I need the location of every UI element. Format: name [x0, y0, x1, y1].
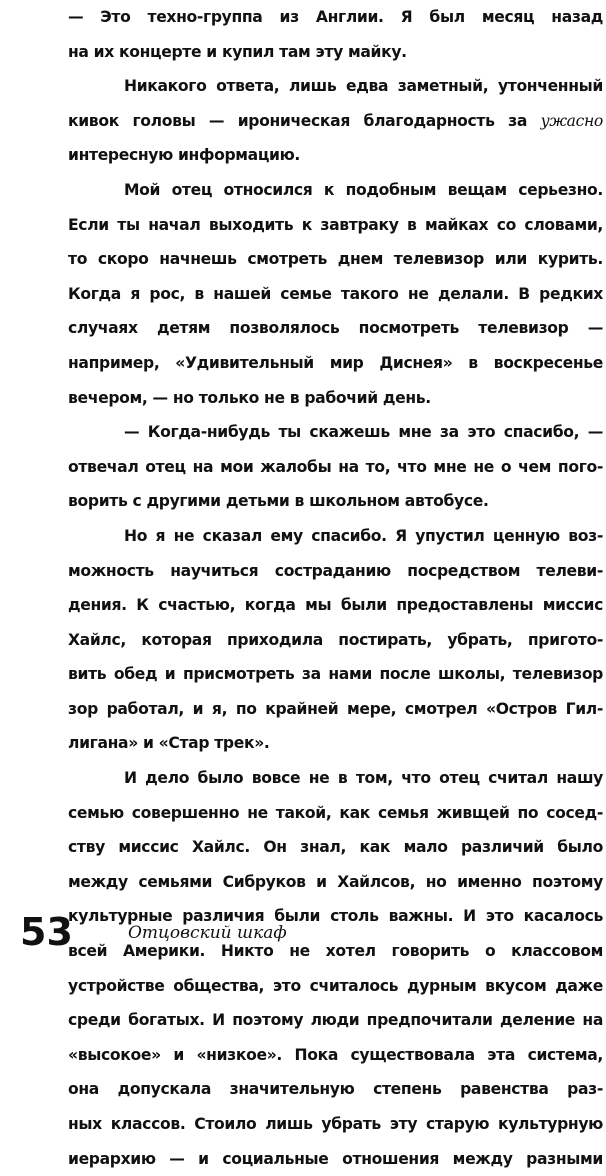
- text-line: иерархию — и социальные отношения между разными: [68, 1149, 603, 1168]
- text-line: всей Америки. Никто не хотел говорить о классовом: [68, 942, 603, 961]
- text-line: «высокое» и «низкое». Пока существовала эта система,: [68, 1045, 603, 1064]
- text-line: отвечал отец на мои жалобы на то, что мне не о чем пого-: [68, 457, 603, 476]
- text-line: вечером, — но только не в рабочий день.: [68, 388, 431, 407]
- text-segment: кивок головы — ироническая благодарность за: [68, 111, 528, 130]
- text-line: Хайлс, которая приходила постирать, убрать, пригото-: [68, 630, 603, 649]
- text-line: Но я не сказал ему спасибо. Я упустил ценную воз-: [124, 526, 603, 545]
- text-line: дения. К счастью, когда мы были предоставлены миссис: [68, 596, 603, 615]
- running-title: Отцовский шкаф: [128, 923, 287, 943]
- text-line: Если ты начал выходить к завтраку в майках со словами,: [68, 215, 603, 234]
- text-line: вить обед и присмотреть за нами после школы, телевизор: [68, 665, 603, 684]
- text-line: ворить с другими детьми в школьном автобусе.: [68, 492, 489, 511]
- italic-word: ужасно: [540, 111, 603, 130]
- text-line: она допускала значительную степень равенства раз-: [68, 1080, 603, 1099]
- text-line: — Когда-нибудь ты скажешь мне за это спасибо, —: [124, 423, 603, 442]
- text-line: И дело было вовсе не в том, что отец считал нашу: [124, 769, 603, 788]
- text-line: семью совершенно не такой, как семья живщей по сосед-: [68, 803, 603, 822]
- text-line: культурные различия были столь важны. И это касалось: [68, 907, 603, 926]
- text-line: Мой отец относился к подобным вещам серьезно.: [124, 180, 603, 199]
- text-line: можность научиться состраданию посредством телеви-: [68, 561, 603, 580]
- text-line: интересную информацию.: [68, 146, 301, 165]
- text-line: на их концерте и купил там эту майку.: [68, 42, 407, 61]
- text-line: случаях детям позволялось посмотреть телевизор —: [68, 319, 603, 338]
- text-line: — Это техно-группа из Англии. Я был месяц назад: [68, 8, 603, 26]
- text-line: Никакого ответа, лишь едва заметный, утонченный: [124, 77, 603, 96]
- text-line: то скоро начнешь смотреть днем телевизор или курить.: [68, 250, 603, 269]
- text-line: лигана» и «Стар трек».: [68, 734, 270, 753]
- text-line: [68, 104, 603, 139]
- text-line: ных классов. Стоило лишь убрать эту старую культурную: [68, 1115, 603, 1133]
- text-line: устройстве общества, это считалось дурным вкусом даже: [68, 976, 603, 995]
- text-line: ству миссис Хайлс. Он знал, как мало различий было: [68, 838, 603, 857]
- body-text: [68, 0, 603, 1176]
- text-line: например, «Удивительный мир Диснея» в воскресенье: [68, 353, 603, 372]
- text-line: Когда я рос, в нашей семье такого не делали. В редких: [68, 284, 603, 303]
- text-line: между семьями Сибруков и Хайлсов, но именно поэтому: [68, 872, 603, 891]
- text-line: зор работал, и я, по крайней мере, смотрел «Остров Гил-: [68, 699, 603, 718]
- page-footer: [20, 906, 580, 958]
- page-number: 53: [20, 910, 73, 954]
- text-line: среди богатых. И поэтому люди предпочитали деление на: [68, 1011, 603, 1030]
